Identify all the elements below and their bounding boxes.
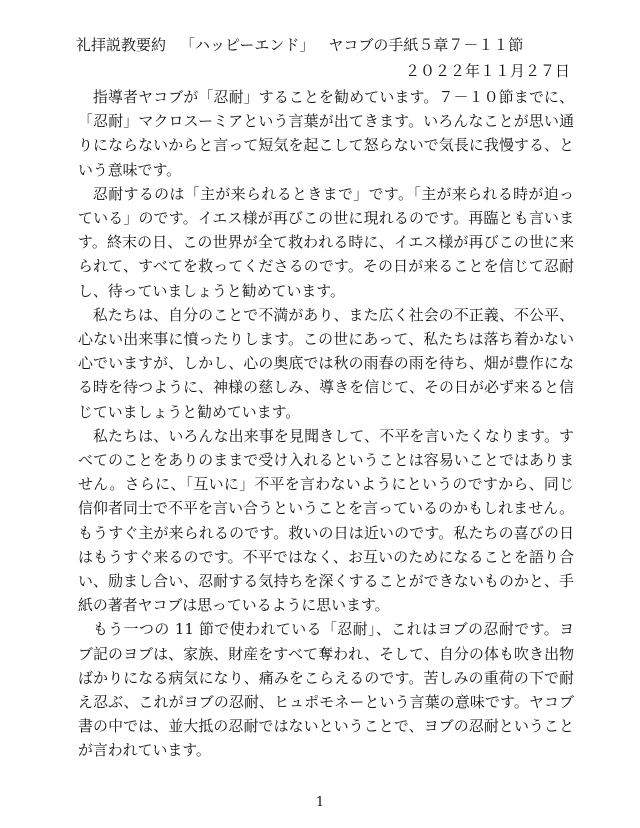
scripture-reference: ヤコブの手紙５章７－１１節	[328, 36, 524, 54]
title-label: 礼拝説教要約	[76, 36, 167, 54]
paragraph: 私たちは、いろんな出来事を見聞きして、不平を言いたくなります。すべてのことをありのままで受け入れるということは容易いことではありません。さらに、「互いに」不平を言わないようにというのですから、同じ信仰者同士で不平を言い合うということを言っているのかもしれません。もうすぐ主が来られるのです。救いの日は近いのです。私たちの喜びの日はもうすぐ来るのです。不平ではなく、お互いのためになることを語り合い、励まし合い、忍耐する気持ちを深くすることができないものかと、手紙の著者ヤコブは思っているように思います。	[78, 426, 574, 615]
document-date: ２０２２年１１月２７日	[404, 62, 570, 80]
paragraph: もう一つの 11 節で使われている「忍耐」、これはヨブの忍耐です。ヨブ記のヨブは、家族、財産をすべて奪われ、そして、自分の体も吹き出物ばかりになる病気になり、痛みをこらえるのです。苦しみの重荷の下で耐え忍ぶ、これがヨブの忍耐、ヒュポモネーという言葉の意味です。ヤコブ書の中では、並大抵の忍耐ではないということで、ヨブの忍耐ということが言われています。	[78, 620, 574, 760]
sermon-title: 「ハッピーエンド」	[180, 36, 315, 54]
paragraph: 私たちは、自分のことで不満があり、また広く社会の不正義、不公平、心ない出来事に憤ったりします。この世にあって、私たちは落ち着かない心でいますが、しかし、心の奥底では秋の雨春の雨を待ち、畑が豊作になる時を待つように、神様の慈しみ、導きを信じて、その日が必ず来ると信じていましょうと勧めています。	[78, 305, 574, 421]
document-title	[76, 34, 523, 56]
paragraph: 指導者ヤコブが「忍耐」することを勧めています。７－１０節までに、「忍耐」マクロスーミアという言葉が出てきます。いろんなことが思い通りにならないからと言って短気を起こして怒らないで気長に我慢する、という意味です。	[78, 88, 574, 179]
paragraph: 忍耐するのは「主が来られるときまで」です。「主が来られる時が迫っている」のです。イエス様が再びこの世に現れるのです。再臨とも言います。終末の日、この世界が全て救われる時に、イエス様が再びこの世に来られて、すべてを救ってくださるのです。その日が来ることを信じて忍耐し、待っていましょうと勧めています。	[78, 184, 574, 300]
document-body	[78, 85, 574, 763]
page-number: 1	[315, 795, 325, 810]
